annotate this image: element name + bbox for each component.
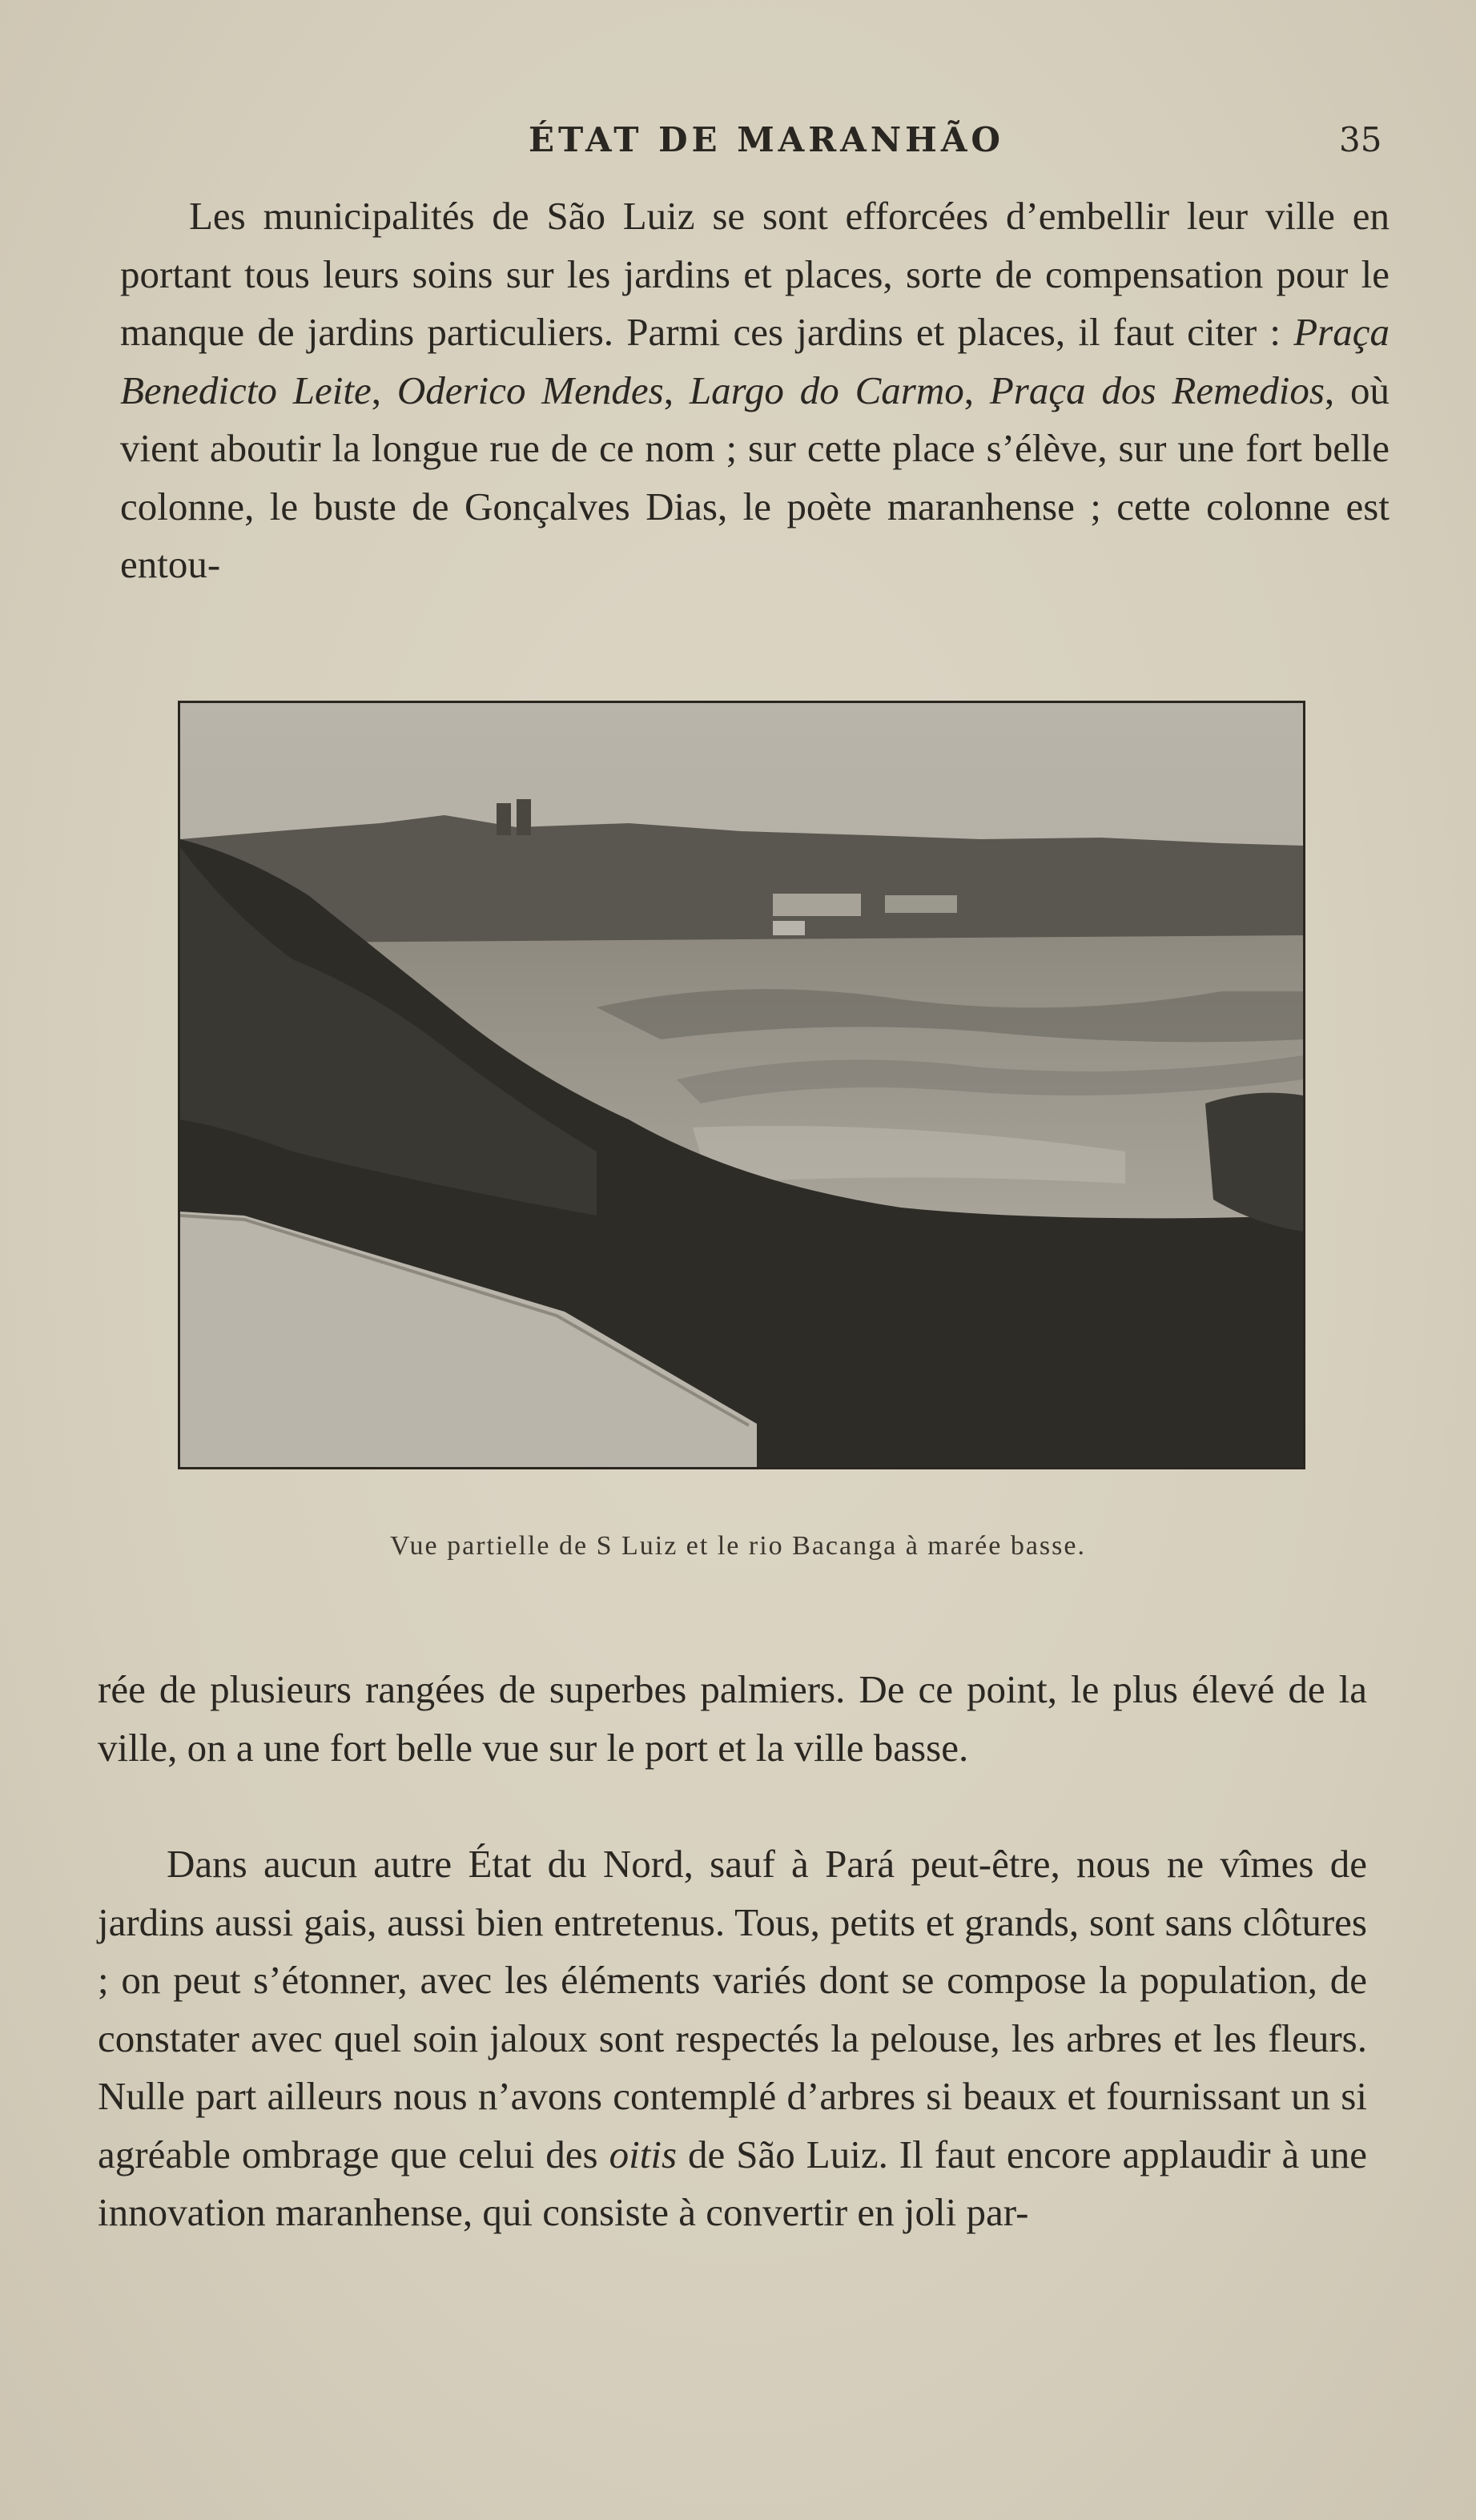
separator: , [371, 368, 397, 412]
separator: , [663, 368, 690, 412]
text-span: , où vient aboutir la longue rue de ce nom ; sur cette place s’élève, sur une fort belle colonne, le buste de Gonçalves Dias, le poète maranhense ; cette colonne est entou- [120, 368, 1390, 586]
text-span: Dans aucun autre État du Nord, sauf à Pará peut-être, nous ne vîmes de jardins aussi gais, aussi bien entretenus. Tous, petits et grands, sont sans clôtures ; on peut s’étonner, avec les éléments variés dont se compose la population, de constater avec quel soin jaloux sont respectés la pelouse, les arbres et les fleurs. Nulle part ailleurs nous n’avons contemplé d’arbres si beaux et fournissant un si agréable ombrage que celui des [98, 1842, 1367, 2176]
figure-caption: Vue partielle de S Luiz et le rio Bacanga à marée basse. [390, 1531, 1086, 1561]
text-span: de São Luiz. Il faut encore applaudir à une innovation maranhense, qui consiste à convertir en joli par- [98, 2132, 1367, 2234]
place-name: Praça dos Remedios [989, 368, 1325, 412]
place-name: Praça Benedicto Leite [120, 310, 1390, 412]
paragraph-gardens [120, 187, 1390, 594]
tree-name: oitis [609, 2132, 678, 2176]
running-header [0, 120, 1476, 168]
place-name: Largo do Carmo [689, 368, 964, 412]
text-span: Les municipalités de São Luiz se sont efforcées d’embellir leur ville en portant tous leurs soins sur les jardins et places, sorte de compensation pour le manque de jardins particuliers. Parmi ces jardins et places, il faut citer : [120, 194, 1390, 354]
photo-plate [178, 701, 1305, 1469]
page-number: 35 [1339, 120, 1382, 159]
place-name: Oderico Mendes [396, 368, 664, 412]
separator: , [963, 368, 990, 412]
paragraph-north-gardens [98, 1835, 1367, 2242]
paragraph-continued: rée de plusieurs rangées de superbes palmiers. De ce point, le plus élevé de la ville, on a une fort belle vue sur le port et la ville basse. [98, 1667, 1367, 1770]
running-title: ÉTAT DE MARANHÃO [529, 120, 1005, 159]
photo-illustration [180, 703, 1303, 1467]
